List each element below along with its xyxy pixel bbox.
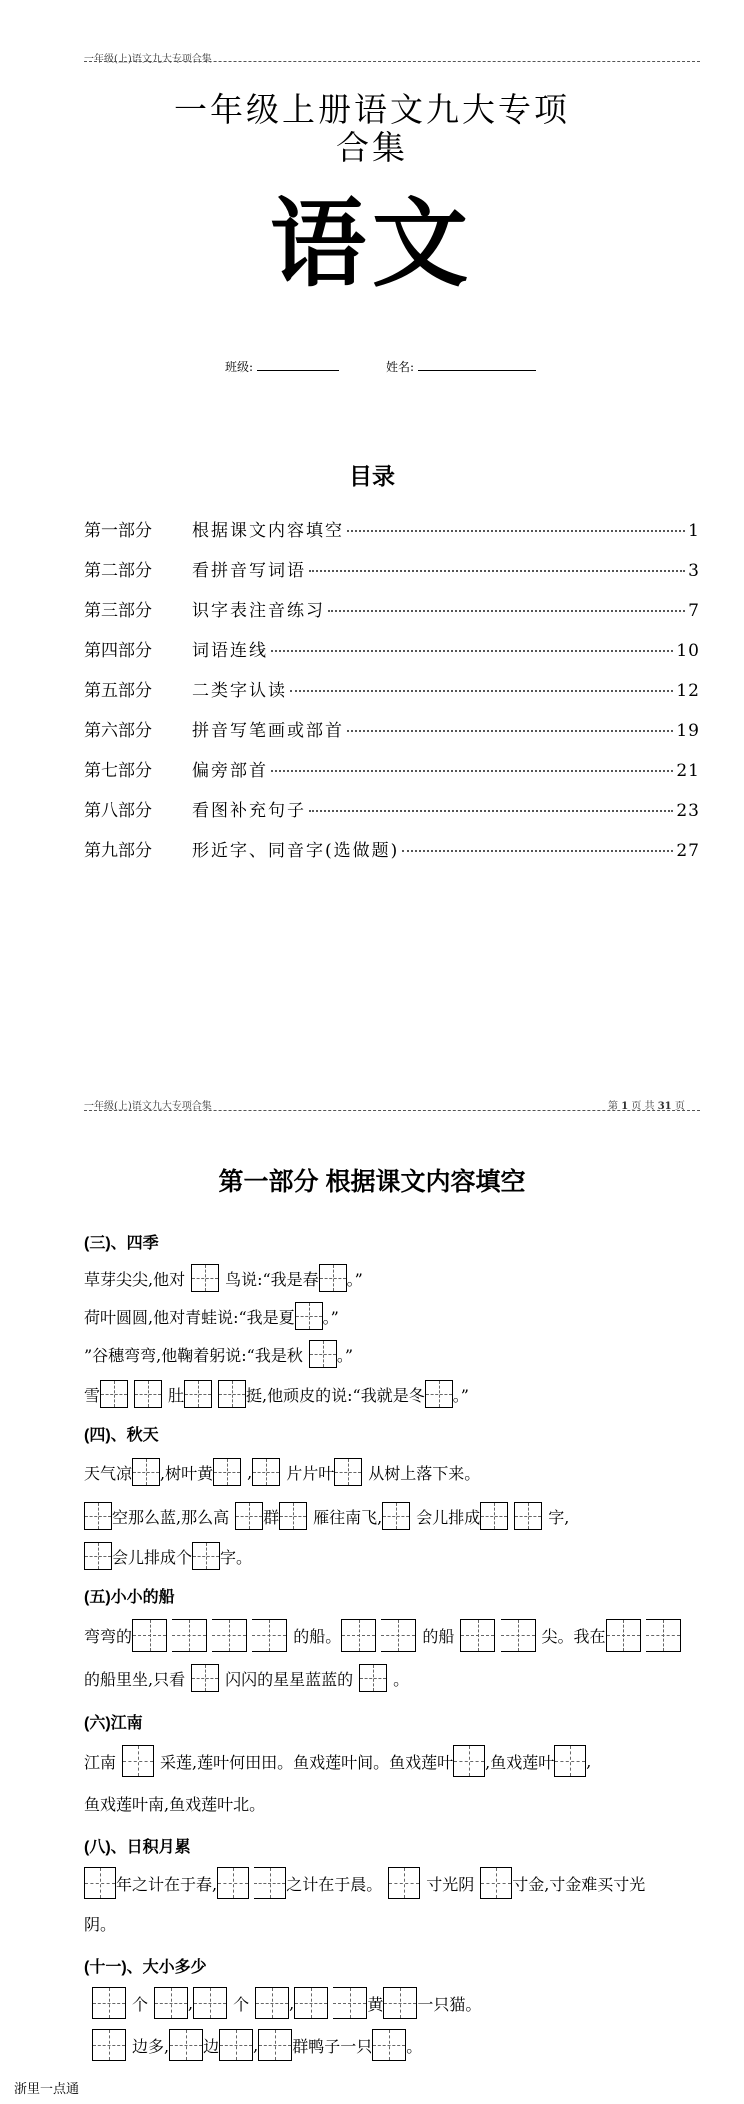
- text-run: 闪闪的星星蓝蓝的: [225, 1669, 354, 1689]
- blank-box[interactable]: [100, 1380, 128, 1408]
- blank-box[interactable]: [606, 1619, 641, 1652]
- blank-box[interactable]: [252, 1619, 287, 1652]
- toc-title: 看拼音写词语: [192, 561, 306, 581]
- toc-item[interactable]: [84, 676, 700, 702]
- blank-box[interactable]: [279, 1502, 307, 1530]
- blank-box[interactable]: [213, 1458, 241, 1486]
- toc-part-label: 第九部分: [84, 841, 152, 861]
- blank-box[interactable]: [258, 2029, 292, 2061]
- text-line: [84, 1262, 363, 1294]
- toc-part-label: 第五部分: [84, 681, 152, 701]
- class-blank: [257, 358, 339, 371]
- name-field: [386, 358, 536, 375]
- blank-box[interactable]: [84, 1867, 116, 1899]
- toc-page-number: 12: [676, 681, 700, 701]
- blank-box[interactable]: [295, 1302, 323, 1330]
- text-run: 荷叶圆圆,他对青蛙说:“我是夏: [84, 1307, 295, 1327]
- cover-title-line1: 一年级上册语文九大专项: [174, 90, 570, 129]
- text-run: ,鱼戏莲叶: [485, 1752, 555, 1772]
- toc-item[interactable]: [84, 596, 700, 622]
- text-run: 草芽尖尖,他对: [84, 1269, 186, 1289]
- blank-box[interactable]: [84, 1502, 112, 1530]
- blank-box[interactable]: [92, 1987, 126, 2019]
- blank-box-group: [460, 1619, 535, 1652]
- page-prefix: 第: [608, 1101, 618, 1112]
- toc-title: 二类字认读: [192, 681, 287, 701]
- text-line: [84, 1300, 339, 1332]
- text-run: 鱼戏莲叶南,鱼戏莲叶北。: [84, 1794, 266, 1814]
- blank-box[interactable]: [460, 1619, 495, 1652]
- blank-box[interactable]: [382, 1502, 410, 1530]
- text-run: 雁往南飞,: [313, 1507, 383, 1527]
- text-run: ,: [188, 1993, 194, 2013]
- text-run: 空那么蓝,那么高: [112, 1507, 230, 1527]
- blank-box[interactable]: [480, 1867, 512, 1899]
- text-run: 字,: [548, 1507, 570, 1527]
- blank-box[interactable]: [381, 1619, 416, 1652]
- toc-item[interactable]: [84, 836, 700, 862]
- toc-title: 识字表注音练习: [192, 601, 325, 621]
- page-suffix: 页: [674, 1101, 685, 1112]
- text-run: 江南: [84, 1752, 117, 1772]
- blank-box[interactable]: [218, 1380, 246, 1408]
- blank-box[interactable]: [154, 1987, 188, 2019]
- lesson-heading: (四)、秋天: [84, 1427, 159, 1444]
- page-current: 1: [621, 1101, 629, 1112]
- text-run: 边多,: [132, 2036, 170, 2056]
- running-header-page2: 一年级(上)语文九大专项合集: [84, 1101, 212, 1112]
- blank-box[interactable]: [309, 1340, 337, 1368]
- blank-box[interactable]: [191, 1264, 219, 1292]
- text-run: 的船: [422, 1626, 455, 1646]
- toc-page-number: 23: [676, 801, 700, 821]
- toc-page-number: 7: [688, 601, 700, 621]
- lesson-heading: (五)小小的船: [84, 1589, 175, 1606]
- blank-box[interactable]: [514, 1502, 542, 1530]
- blank-box[interactable]: [219, 2029, 253, 2061]
- blank-box[interactable]: [132, 1458, 160, 1486]
- toc-part-label: 第一部分: [84, 521, 152, 541]
- blank-box[interactable]: [254, 1867, 286, 1899]
- text-run: 。”: [346, 1269, 363, 1289]
- toc-part-label: 第三部分: [84, 601, 152, 621]
- text-run: 。: [393, 1669, 410, 1689]
- page-total: 31: [657, 1101, 672, 1112]
- text-run: 尖。我在: [541, 1626, 606, 1646]
- toc-item[interactable]: [84, 716, 700, 742]
- text-run: ”谷穗弯弯,他鞠着躬说:“我是秋: [84, 1345, 303, 1365]
- text-run: 采莲,莲叶何田田。鱼戏莲叶间。鱼戏莲叶: [160, 1752, 454, 1772]
- blank-box[interactable]: [554, 1745, 586, 1777]
- text-run: 鸟说:“我是春: [225, 1269, 319, 1289]
- toc-item[interactable]: [84, 516, 700, 542]
- text-line: [84, 1744, 591, 1778]
- blank-box[interactable]: [425, 1380, 453, 1408]
- blank-box[interactable]: [646, 1619, 681, 1652]
- text-run: 边: [203, 2036, 220, 2056]
- text-line: [84, 1456, 480, 1488]
- toc-title: 拼音写笔画或部首: [192, 721, 344, 741]
- toc-page-number: 10: [676, 641, 700, 661]
- text-line: [84, 1338, 353, 1370]
- toc-leader-dots: [402, 850, 673, 852]
- text-run: 字。: [220, 1547, 253, 1567]
- text-run: ,: [586, 1751, 592, 1771]
- blank-box[interactable]: [132, 1619, 167, 1652]
- blank-box-group: [606, 1619, 681, 1652]
- footer-watermark: 浙里一点通: [14, 2082, 80, 2097]
- blank-box[interactable]: [134, 1380, 162, 1408]
- text-run: 之计在于晨。: [286, 1874, 383, 1894]
- text-run: 弯弯的: [84, 1626, 133, 1646]
- text-run: 片片叶: [286, 1463, 335, 1483]
- blank-box[interactable]: [84, 1542, 112, 1570]
- toc-leader-dots: [271, 770, 673, 772]
- toc-item[interactable]: [84, 556, 700, 582]
- text-run: 寸金,寸金难买寸光: [512, 1874, 646, 1894]
- text-line: [92, 1986, 481, 2020]
- toc-leader-dots: [328, 610, 685, 612]
- toc-item[interactable]: [84, 756, 700, 782]
- toc-leader-dots: [309, 570, 685, 572]
- name-blank: [418, 358, 536, 371]
- text-run: 会儿排成个: [112, 1547, 193, 1567]
- blank-box[interactable]: [169, 2029, 203, 2061]
- blank-box[interactable]: [334, 1458, 362, 1486]
- text-run: ,树叶黄: [160, 1463, 214, 1483]
- text-line: [84, 1618, 681, 1652]
- class-field: [225, 358, 339, 375]
- section-title: 第一部分 根据课文内容填空: [218, 1168, 526, 1196]
- toc-page-number: 19: [676, 721, 700, 741]
- toc-item[interactable]: [84, 636, 700, 662]
- blank-box[interactable]: [217, 1867, 249, 1899]
- text-line: [84, 1540, 252, 1572]
- text-run: 个: [233, 1994, 250, 2014]
- text-line: [84, 1908, 116, 1938]
- toc-part-label: 第七部分: [84, 761, 152, 781]
- blank-box[interactable]: [372, 2029, 406, 2061]
- text-line: [92, 2028, 422, 2062]
- toc-leader-dots: [347, 530, 685, 532]
- blank-box[interactable]: [383, 1987, 417, 2019]
- blank-box-group: [294, 1987, 367, 2019]
- blank-box[interactable]: [184, 1380, 212, 1408]
- lesson-heading: (八)、日积月累: [84, 1839, 191, 1856]
- blank-box[interactable]: [122, 1745, 154, 1777]
- text-run: ,: [247, 1462, 253, 1482]
- blank-box[interactable]: [192, 1542, 220, 1570]
- toc-title: 偏旁部首: [192, 761, 268, 781]
- page-middle: 页 共: [631, 1101, 655, 1112]
- text-line: [84, 1788, 265, 1818]
- toc-heading: 目录: [349, 463, 395, 489]
- toc-leader-dots: [290, 690, 673, 692]
- lesson-heading: (三)、四季: [84, 1235, 159, 1252]
- toc-part-label: 第六部分: [84, 721, 152, 741]
- toc-title: 形近字、同音字(选做题): [192, 841, 400, 861]
- blank-box[interactable]: [501, 1619, 536, 1652]
- toc-page-number: 3: [688, 561, 700, 581]
- toc-page-number: 1: [688, 521, 700, 541]
- text-run: 从树上落下来。: [368, 1463, 481, 1483]
- blank-box[interactable]: [294, 1987, 328, 2019]
- toc-item[interactable]: [84, 796, 700, 822]
- toc-page-number: 27: [676, 841, 700, 861]
- lesson-heading: (六)江南: [84, 1715, 143, 1732]
- text-run: 肚: [168, 1385, 185, 1405]
- blank-box[interactable]: [453, 1745, 485, 1777]
- text-run: 会儿排成: [416, 1507, 481, 1527]
- text-line: [84, 1662, 409, 1694]
- toc-title: 看图补充句子: [192, 801, 306, 821]
- text-run: 天气凉: [84, 1463, 133, 1483]
- text-line: [84, 1500, 569, 1532]
- text-run: 群: [263, 1507, 280, 1527]
- text-run: 年之计在于春,: [116, 1874, 218, 1894]
- header-divider-page2: [84, 1110, 700, 1111]
- text-line: [84, 1378, 469, 1410]
- text-run: 。: [406, 2036, 423, 2056]
- blank-box[interactable]: [92, 2029, 126, 2061]
- toc-part-label: 第四部分: [84, 641, 152, 661]
- toc-title: 词语连线: [192, 641, 268, 661]
- header-divider: [84, 61, 700, 62]
- text-run: 雪: [84, 1385, 101, 1405]
- blank-box[interactable]: [255, 1987, 289, 2019]
- text-run: 。”: [322, 1307, 339, 1327]
- text-run: 一只猫。: [417, 1994, 482, 2014]
- name-label: 姓名:: [386, 360, 415, 374]
- blank-box[interactable]: [388, 1867, 420, 1899]
- text-run: 黄: [367, 1994, 384, 2014]
- toc-part-label: 第八部分: [84, 801, 152, 821]
- blank-box[interactable]: [172, 1619, 207, 1652]
- text-run: 个: [132, 1994, 149, 2014]
- cover-title-line2: 合集: [336, 128, 408, 167]
- running-header: 一年级(上)语文九大专项合集: [84, 54, 212, 65]
- text-run: 的船里坐,只看: [84, 1669, 186, 1689]
- blank-box[interactable]: [191, 1664, 219, 1692]
- blank-box[interactable]: [212, 1619, 247, 1652]
- toc-leader-dots: [309, 810, 673, 812]
- blank-box-group: [341, 1619, 416, 1652]
- text-run: 阴。: [84, 1914, 117, 1934]
- blank-box[interactable]: [341, 1619, 376, 1652]
- text-run: 。”: [336, 1345, 354, 1365]
- text-run: ,: [253, 2035, 259, 2055]
- text-run: 挺,他顽皮的说:“我就是冬: [246, 1385, 425, 1405]
- blank-box[interactable]: [333, 1987, 367, 2019]
- blank-box[interactable]: [235, 1502, 263, 1530]
- toc-leader-dots: [347, 730, 673, 732]
- lesson-heading: (十一)、大小多少: [84, 1959, 207, 1976]
- text-run: 的船。: [293, 1626, 342, 1646]
- toc-leader-dots: [271, 650, 673, 652]
- blank-box[interactable]: [193, 1987, 227, 2019]
- toc-title: 根据课文内容填空: [192, 521, 344, 541]
- blank-box[interactable]: [359, 1664, 387, 1692]
- blank-box[interactable]: [252, 1458, 280, 1486]
- text-run: 群鸭子一只: [292, 2036, 373, 2056]
- blank-box-group: [132, 1619, 287, 1652]
- blank-box-group: [217, 1867, 286, 1899]
- toc-part-label: 第二部分: [84, 561, 152, 581]
- blank-box[interactable]: [319, 1264, 347, 1292]
- text-run: 。”: [452, 1385, 469, 1405]
- class-label: 班级:: [225, 360, 254, 374]
- text-run: 寸光阴: [426, 1874, 475, 1894]
- toc-page-number: 21: [676, 761, 700, 781]
- blank-box[interactable]: [480, 1502, 508, 1530]
- text-line: [84, 1866, 645, 1900]
- text-run: ,: [289, 1993, 295, 2013]
- cover-subject: 语文: [270, 187, 474, 300]
